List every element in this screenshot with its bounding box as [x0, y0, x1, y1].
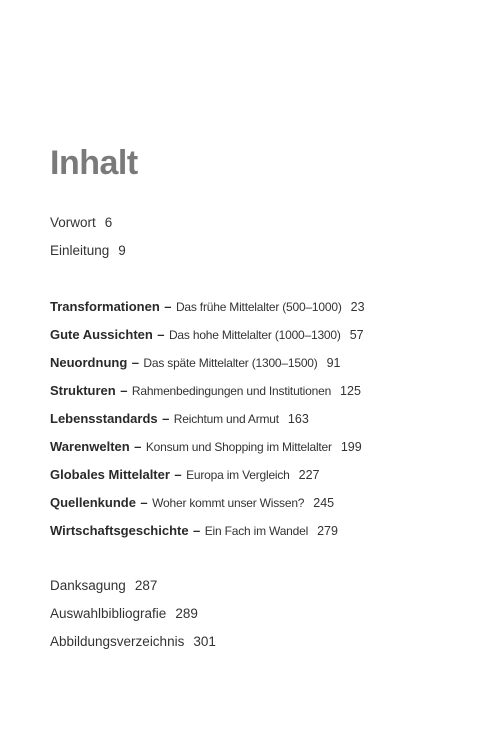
toc-entry-page: 287: [134, 578, 158, 593]
chapter-page: 227: [298, 468, 320, 482]
page-title: Inhalt: [50, 144, 138, 182]
chapter-separator: –: [131, 355, 139, 370]
toc-chapter-7: [50, 465, 365, 493]
toc-entry-title: Abbildungsverzeichnis: [50, 634, 185, 649]
chapter-title: Wirtschaftsgeschichte: [50, 523, 189, 538]
chapter-subtitle: Reichtum und Armut: [173, 412, 279, 426]
chapter-separator: –: [193, 523, 201, 538]
chapter-title: Warenwelten: [50, 439, 130, 454]
chapter-page: 279: [317, 524, 338, 538]
chapter-separator: –: [162, 411, 170, 426]
chapter-separator: –: [174, 467, 182, 482]
toc-entry-auswahlbibliografie: [50, 604, 216, 632]
toc-chapter-4: [50, 381, 365, 409]
chapter-subtitle: Das späte Mittelalter (1300–1500): [143, 356, 318, 370]
toc-entry-page: 289: [175, 606, 198, 621]
chapter-title: Lebensstandards: [50, 411, 158, 426]
toc-entry-page: 6: [104, 215, 113, 230]
chapter-subtitle: Konsum und Shopping im Mittelalter: [145, 440, 332, 454]
toc-entry-vorwort: [50, 213, 126, 241]
toc-entry-title: Einleitung: [50, 243, 110, 258]
chapter-separator: –: [164, 299, 172, 314]
toc-entry-page: 9: [118, 243, 126, 258]
toc-entry-page: 301: [193, 634, 216, 649]
toc-back-matter: [50, 576, 216, 660]
toc-chapter-1: [50, 297, 365, 325]
toc-chapter-3: [50, 353, 365, 381]
chapter-title: Strukturen: [50, 383, 116, 398]
toc-front-matter: [50, 213, 126, 269]
toc-chapter-8: [50, 493, 365, 521]
toc-entry-title: Vorwort: [50, 215, 96, 230]
chapter-separator: –: [134, 439, 142, 454]
chapter-page: 57: [349, 328, 364, 342]
chapter-title: Neuordnung: [50, 355, 128, 370]
toc-chapter-5: [50, 409, 365, 437]
chapter-page: 163: [287, 412, 309, 426]
chapter-title: Globales Mittelalter: [50, 467, 170, 482]
toc-entry-title: Danksagung: [50, 578, 126, 593]
chapter-separator: –: [140, 495, 148, 510]
chapter-title: Transformationen: [50, 299, 160, 314]
chapter-separator: –: [120, 383, 128, 398]
chapter-subtitle: Rahmenbedingungen und Institutionen: [131, 384, 332, 398]
chapter-subtitle: Das frühe Mittelalter (500–1000): [175, 300, 342, 314]
chapter-page: 245: [313, 496, 335, 510]
toc-entry-abbildungsverzeichnis: [50, 632, 216, 660]
chapter-page: 125: [340, 384, 361, 398]
chapter-page: 199: [340, 440, 362, 454]
chapter-subtitle: Ein Fach im Wandel: [204, 524, 309, 538]
toc-chapter-2: [50, 325, 365, 353]
chapter-subtitle: Das hohe Mittelalter (1000–1300): [168, 328, 341, 342]
toc-entry-einleitung: [50, 241, 126, 269]
chapter-page: 23: [350, 300, 365, 314]
toc-entry-danksagung: [50, 576, 216, 604]
toc-entry-title: Auswahlbibliografie: [50, 606, 167, 621]
chapter-title: Gute Aussichten: [50, 327, 153, 342]
chapter-separator: –: [157, 327, 165, 342]
chapter-page: 91: [326, 356, 341, 370]
toc-chapter-6: [50, 437, 365, 465]
chapter-subtitle: Woher kommt unser Wissen?: [152, 496, 305, 510]
toc-chapters: [50, 297, 365, 549]
toc-chapter-9: [50, 521, 365, 549]
chapter-subtitle: Europa im Vergleich: [186, 468, 290, 482]
chapter-title: Quellenkunde: [50, 495, 136, 510]
